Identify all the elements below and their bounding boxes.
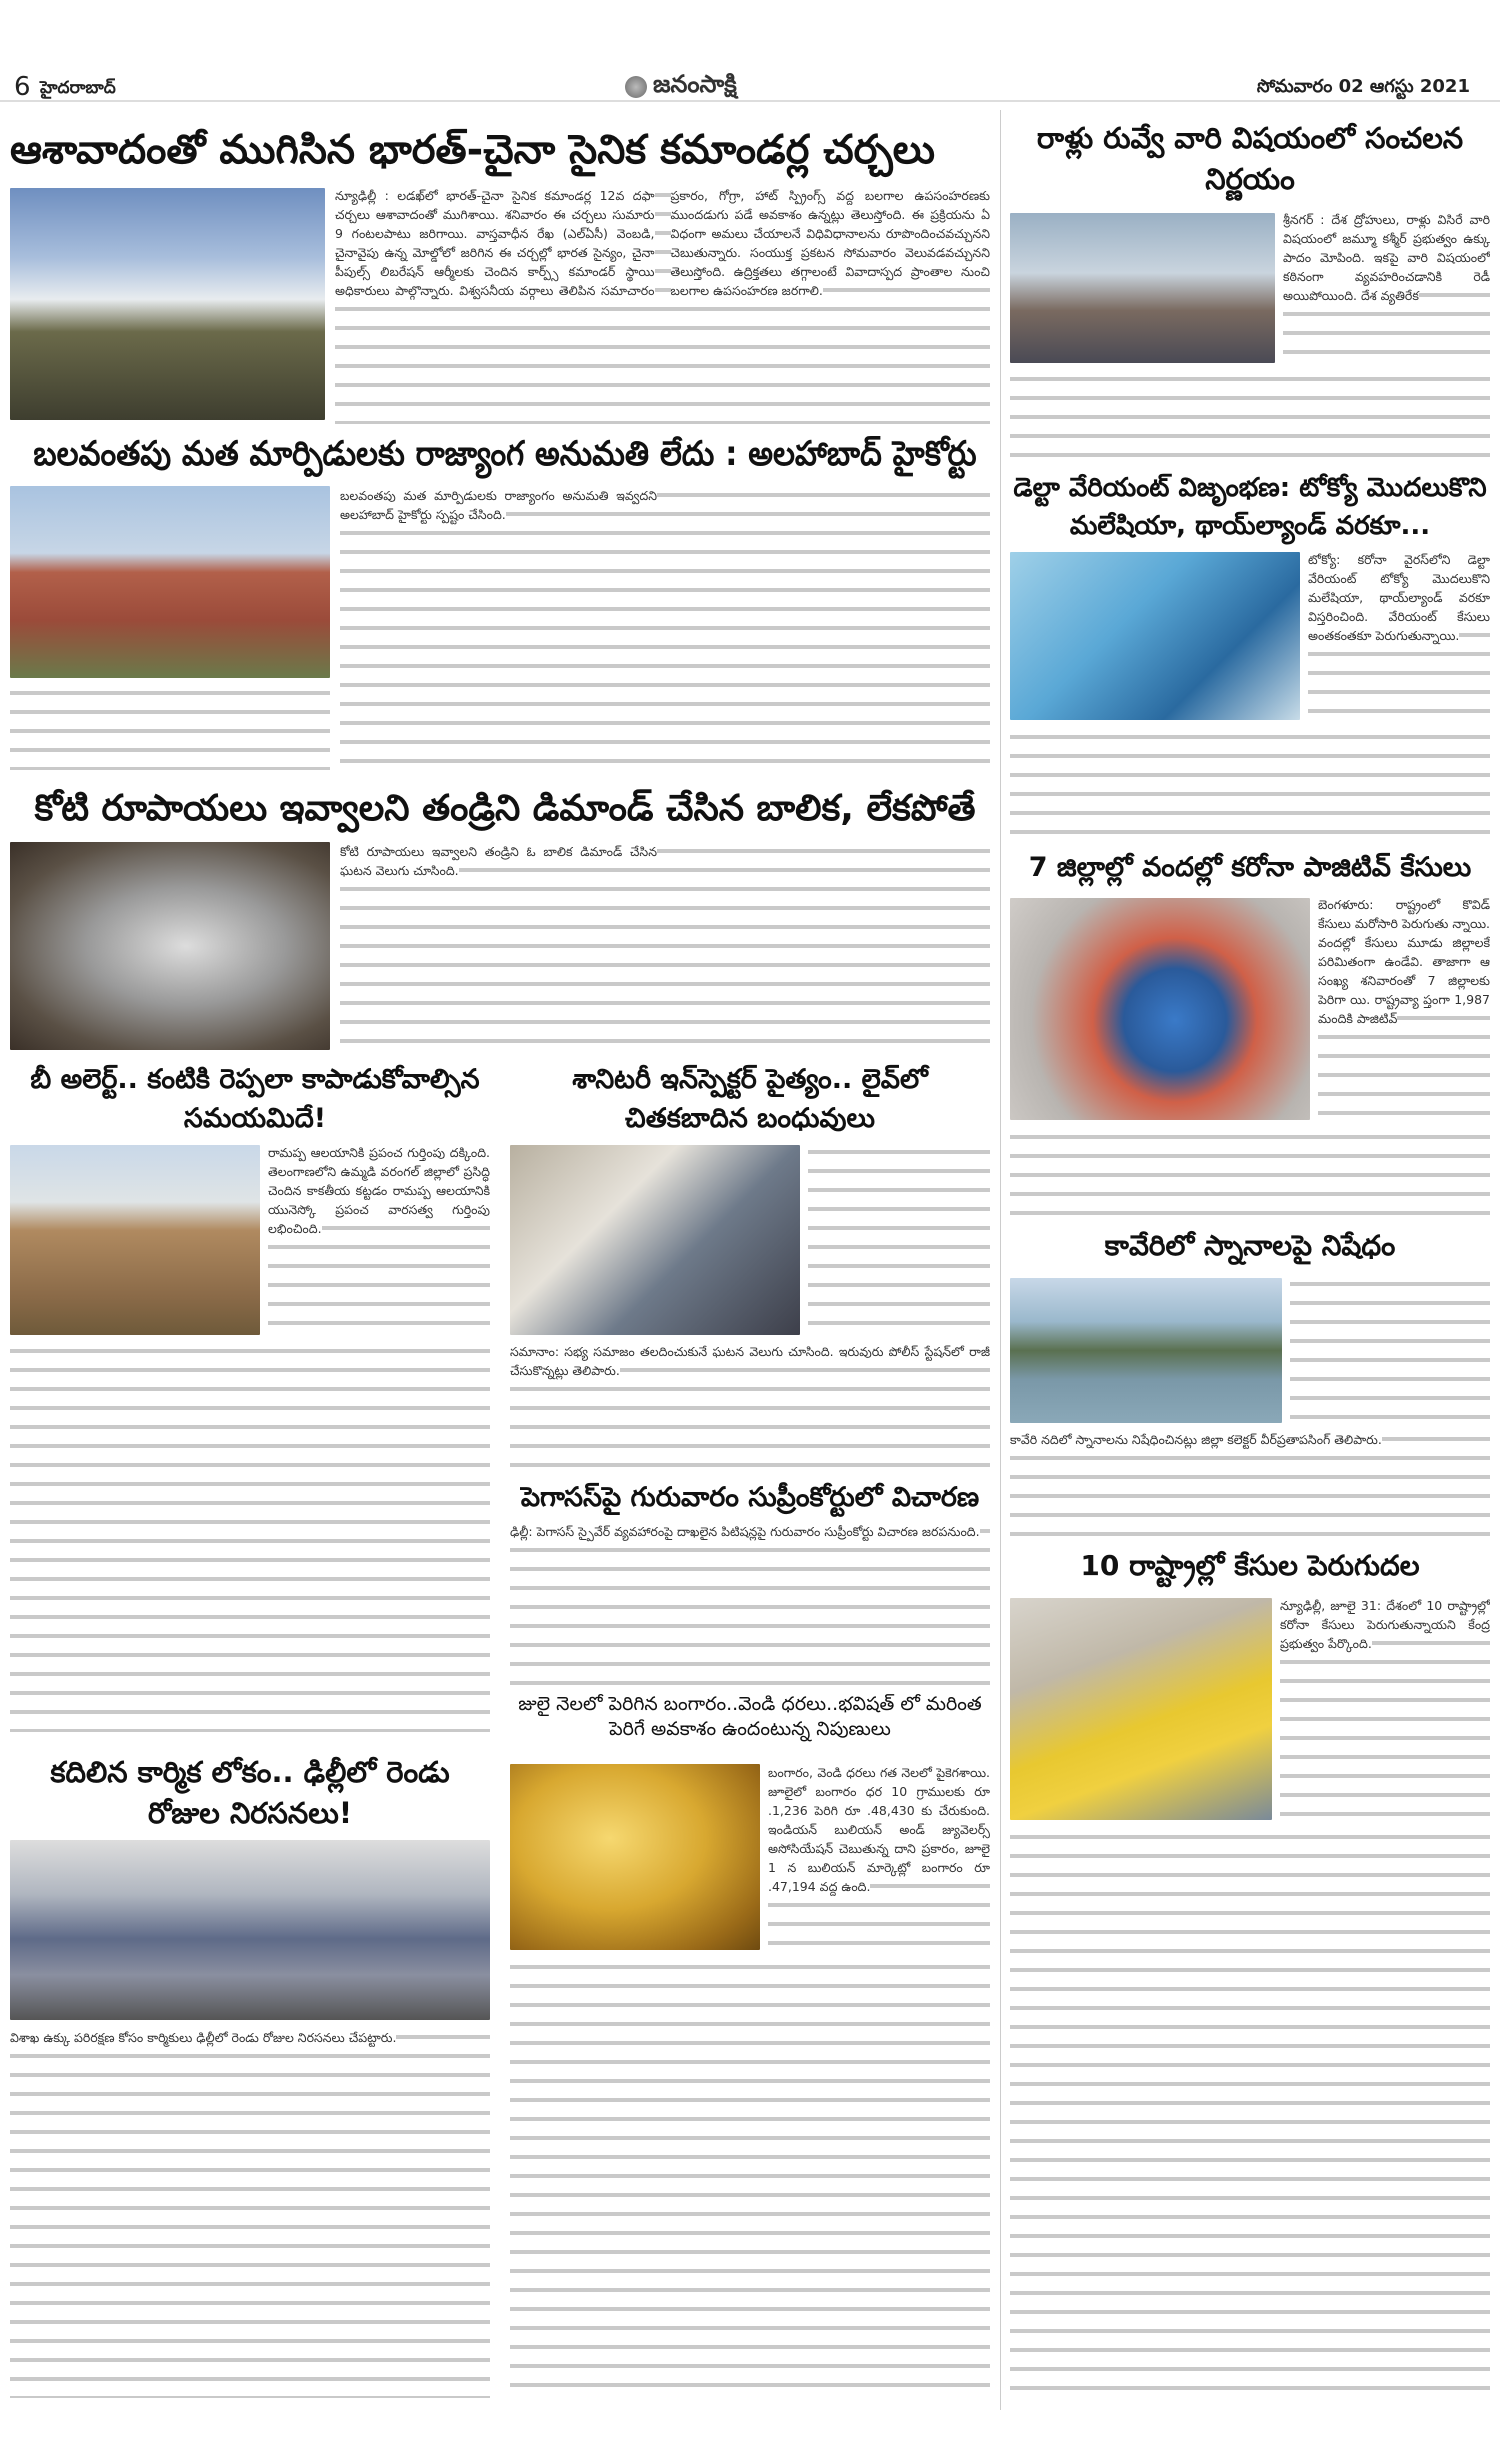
issue-date: సోమవారం 02 ఆగస్టు 2021: [1256, 76, 1470, 97]
edition-city: హైదరాబాద్: [40, 78, 116, 98]
article-lead: కోటి రూపాయలు ఇవ్వాలని తండ్రిని ఓ బాలిక డిమాండ్ చేసిన ఘటన వెలుగు చూసింది.: [340, 844, 657, 878]
headline-delta-variant: డెల్టా వేరియంట్ విజృంభణ: టోక్యో మొదలుకొని మలేషియా, థాయ్‌ల్యాండ్ వరకూ...: [1010, 470, 1490, 548]
article-body: [1010, 1430, 1490, 1542]
article-body: [1010, 370, 1490, 465]
article-body: [10, 684, 330, 770]
article-body: [808, 1143, 990, 1338]
photo-crime-handcuffs: [10, 842, 330, 1050]
article-body: [10, 2028, 490, 2398]
article-body: [1318, 895, 1490, 1123]
headline-stone-pelters: రాళ్లు రువ్వే వారి విషయంలో సంచలన నిర్ణయం: [1010, 118, 1490, 206]
column-divider: [1000, 110, 1001, 2410]
article-body: [1290, 1275, 1490, 1425]
page-number: 6: [14, 72, 31, 102]
article-body: [510, 1522, 990, 1687]
article-body: [1308, 550, 1490, 722]
photo-gold-jewellery: [510, 1764, 760, 1950]
photo-protest: [10, 1840, 490, 2020]
article-body: [1010, 1128, 1490, 1223]
headline-india-china: ఆశావాదంతో ముగిసిన భారత్-చైనా సైనిక కమాండర్ల చర్చలు: [10, 124, 1000, 180]
article-body: [335, 186, 990, 424]
photo-high-court: [10, 486, 330, 678]
article-lead: బలవంతపు మత మార్పిడులకు రాజ్యాంగం అనుమతి ఇవ్వదని అలహాబాద్ హైకోర్టు స్పష్టం చేసింది.: [340, 488, 657, 522]
headline-covid-districts: 7 జిల్లాల్లో వందల్లో కరోనా పాజిటివ్ కేసులు: [1010, 850, 1490, 892]
headline-kaveri-ban: కావేరిలో స్నానాలపై నిషేధం: [1010, 1228, 1490, 1272]
article-body: [10, 1342, 490, 1732]
article-lead: సమానాం: సభ్య సమాజం తలదించుకునే ఘటన వెలుగు చూసింది. ఇరువురు పోలీస్ స్టేషన్‌లో రాజీ చేసుకొన్నట్లు తెలిపారు.: [510, 1344, 990, 1378]
photo-vaccination: [1010, 1598, 1272, 1820]
article-lead: టోక్యో: కరోనా వైరస్‌లోని డెల్టా వేరియంట్ టోక్యో మొదలుకొని మలేషియా, థాయ్‌ల్యాండ్ వరకూ విస్తరించింది. వేరియంట్ కేసులు అంతకంతకూ పెరుగుతున్నాయి.: [1308, 552, 1490, 643]
article-body: [1010, 1828, 1490, 2398]
article-body: [1010, 728, 1490, 846]
article-lead: న్యూఢిల్లీ : లడఖ్‌లో భారత్-చైనా సైనిక కమాండర్ల 12వ దఫా చర్చలు ఆశావాదంతో ముగిశాయి. శనివారం ఈ చర్చలు సుమారు 9 గంటలపాటు జరిగాయి. వాస్తవాధీన రేఖ (ఎల్ఏసీ) వెంబడి, చైనావైపు ఉన్న మోల్డోలో జరిగిన ఈ చర్చల్లో భారత సైన్యం, చైనా పీపుల్స్ లిబరేషన్ ఆర్మీలకు చెందిన కార్ప్స్ కమాండర్ స్థాయి అధికారులు పాల్గొన్నారు. విశ్వసనీయ వర్గాలు తెలిపిన సమాచారం ప్రకారం, గోగ్రా, హాట్ స్ప్రింగ్స్ వద్ద బలగాల ఉపసంహరణకు ముందడుగు పడే అవకాశం ఉన్నట్లు తెలుస్తోంది. ఈ ప్రక్రియను ఏ విధంగా అమలు చేయాలనే విధివిధానాలను రూపొందించవచ్చునని చెబుతున్నారు. సంయుక్త ప్రకటన సోమవారం వెలువడవచ్చునని తెలుస్తోంది. ఉద్రిక్తతలు తగ్గాలంటే వివాదాస్పద ప్రాంతాల నుంచి బలగాల ఉపసంహరణ జరగాలి.: [335, 188, 990, 298]
article-lead: రామప్ప ఆలయానికి ప్రపంచ గుర్తింపు దక్కింది. తెలంగాణలోని ఉమ్మడి వరంగల్ జిల్లాలో ప్రసిద్ధి చెందిన కాకతీయ కట్టడం రామప్ప ఆలయానికి యునెస్కో ప్రపంచ వారసత్వ గుర్తింపు లభించింది.: [268, 1145, 490, 1236]
photo-relatives-beating: [510, 1145, 800, 1335]
newspaper-name: జనంసాక్షి: [653, 70, 737, 98]
article-lead: కావేరి నదిలో స్నానాలను నిషేధించినట్లు జిల్లా కలెక్టర్ వీర్‌ప్రతాపసింగ్ తెలిపారు.: [1010, 1432, 1382, 1447]
headline-sanitary-inspector: శానిటరీ ఇన్‌స్పెక్టర్ పైత్యం.. లైవ్‌లో చితకబాదిన బంధువులు: [510, 1060, 990, 1140]
logo-icon: [625, 76, 647, 98]
article-body: [340, 486, 990, 770]
article-lead: శ్రీనగర్ : దేశ ద్రోహులు, రాళ్లు విసిరే వారి విషయంలో జమ్మూ కశ్మీర్ ప్రభుత్వం ఉక్కు పాదం మోపింది. ఇకపై వారి విషయంలో కఠినంగా వ్యవహరించడానికి రెడీ అయిపోయింది. దేశ వ్యతిరేక: [1283, 212, 1490, 303]
headline-be-alert: బీ అలెర్ట్.. కంటికి రెప్పలా కాపాడుకోవాల్సిన సమయమిదే!: [20, 1060, 490, 1140]
headline-ten-states: 10 రాష్ట్రాల్లో కేసుల పెరుగుదల: [1010, 1548, 1490, 1592]
headline-girl-demand: కోటి రూపాయలు ఇవ్వాలని తండ్రిని డిమాండ్ చేసిన బాలిక, లేకపోతే: [15, 786, 995, 836]
headline-pegasus: పెగాసస్‌పై గురువారం సుప్రీంకోర్టులో విచారణ: [510, 1480, 990, 1518]
article-body: [768, 1763, 990, 1953]
article-lead: బంగారం, వెండి ధరలు గత నెలలో పైకెగశాయి. జూలైలో బంగారం ధర 10 గ్రాములకు రూ .1,236 పెరిగి రూ .48,430 కు చేరుకుంది. ఇండియన్ బులియన్ అండ్ జ్యువెలర్స్ అసోసియేషన్ చెబుతున్న దాని ప్రకారం, జూలై 1 న బులియన్ మార్కెట్లో బంగారం రూ .47,194 వద్ద ఉంది.: [768, 1765, 990, 1894]
headline-workers-protest: కదిలిన కార్మిక లోకం.. ఢిల్లీలో రెండు రోజుల నిరసనలు!: [10, 1752, 490, 1836]
photo-soldiers: [10, 188, 325, 420]
article-body: [1283, 210, 1490, 365]
article-lead: ఢిల్లీ: పెగాసస్ స్పైవేర్ వ్యవహారంపై దాఖలైన పిటిషన్లపై గురువారం సుప్రీంకోర్టు విచారణ జరపనుంది.: [510, 1524, 980, 1539]
photo-coronavirus: [1010, 898, 1310, 1120]
article-body: [268, 1143, 490, 1338]
article-lead: న్యూఢిల్లీ, జూలై 31: దేశంలో 10 రాష్ట్రాల్లో కరోనా కేసులు పెరుగుతున్నాయని కేంద్ర ప్రభుత్వం పేర్కొంది.: [1280, 1598, 1490, 1651]
article-lead: విశాఖ ఉక్కు పరిరక్షణ కోసం కార్మికులు ఢిల్లీలో రెండు రోజుల నిరసనలు చేపట్టారు.: [10, 2030, 397, 2045]
article-body: [510, 1342, 990, 1475]
photo-ppe-workers: [1010, 552, 1300, 720]
article-lead: బెంగళూరు: రాష్ట్రంలో కొవిడ్ కేసులు మరోసారి పెరుగుతు న్నాయి. వందల్లో కేసులు మూడు జిల్లాలకే పరిమితంగా ఉండేవి. తాజాగా ఆ సంఖ్య శనివారంతో 7 జిల్లాలకు పెరిగా యి. రాష్ట్రవ్యా ప్తంగా 1,987 మందికి పాజిటివ్: [1318, 897, 1490, 1026]
article-body: [510, 1958, 990, 2398]
headline-gold-prices: జులై నెలలో పెరిగిన బంగారం..వెండి ధరలు..భవిషత్ లో మరింత పెరిగే అవకాశం ఉందంటున్న నిపుణులు: [510, 1692, 990, 1760]
newspaper-logo: [625, 70, 737, 104]
photo-kaveri-river: [1010, 1278, 1282, 1423]
photo-ramappa-temple: [10, 1145, 260, 1335]
article-body: [1280, 1596, 1490, 1822]
headline-allahabad-hc: బలవంతపు మత మార్పిడులకు రాజ్యాంగ అనుమతి లేదు : అలహాబాద్ హైకోర్టు: [20, 432, 990, 480]
article-body: [340, 842, 990, 1050]
photo-stone-pelters: [1010, 213, 1275, 363]
